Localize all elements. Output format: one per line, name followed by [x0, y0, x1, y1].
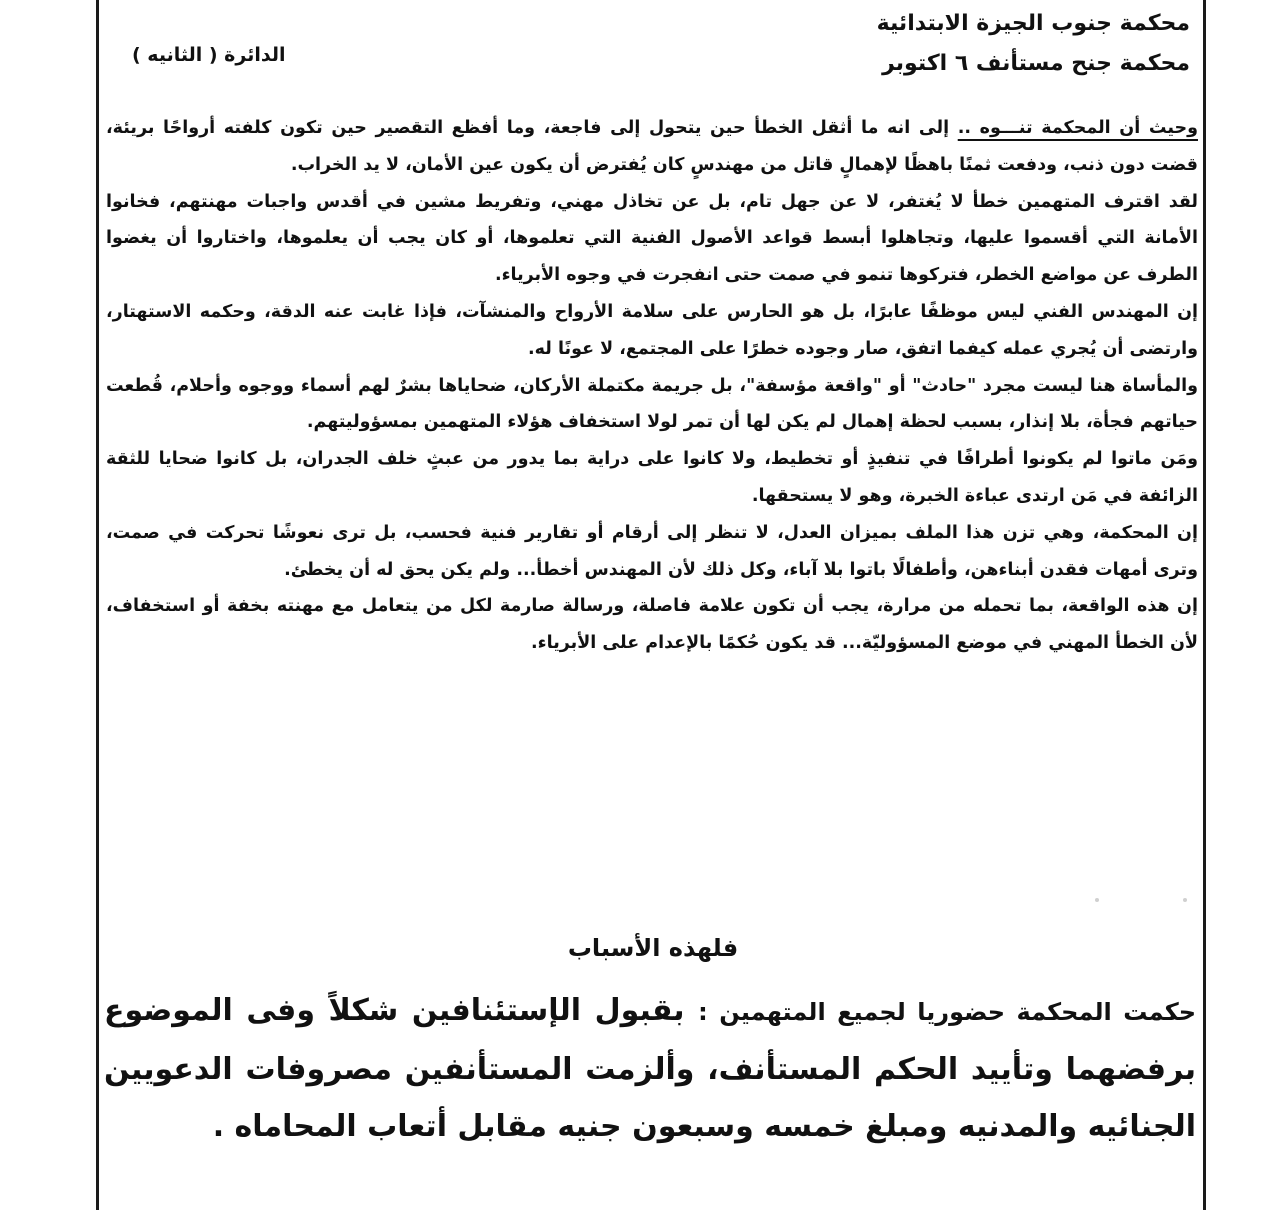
paragraph: إن هذه الواقعة، بما تحمله من مرارة، يجب أن تكون علامة فاصلة، ورسالة صارمة لكل من يتعامل مع مهنته بخفة أو استخفاف، لأن الخطأ المهني في موضع المسؤوليّة... قد يكون حُكمًا بالإعدام على الأبرياء.	[106, 596, 1198, 654]
court-secondary-name: محكمة جنح مستأنف ٦ اكتوبر	[882, 51, 1190, 76]
paragraph-lead-underlined: وحيث أن المحكمة تنـــوه ..	[957, 118, 1198, 138]
reasons-heading: فلهذه الأسباب	[567, 934, 739, 962]
paragraph: إن المهندس الفني ليس موظفًا عابرًا، بل هو الحارس على سلامة الأرواح والمنشآت، فإذا غابت عنه الدقة، وحكمه الاستهتار، وارتضى أن يُجري عمله كيفما اتفق، صار وجوده خطرًا على المجتمع، لا عونًا له.	[106, 301, 1198, 359]
verdict-block	[104, 982, 1196, 1155]
court-names	[670, 4, 1190, 84]
verdict-text: بقبول الإستئنافين شكلاً وفى الموضوع برفضهما وتأييد الحكم المستأنف، وألزمت المستأنفين مصروفات الدعويين الجنائيه والمدنيه ومبلغ خمسه وسبعون جنيه مقابل أتعاب المحاماه .	[104, 993, 1196, 1144]
judgment-body	[106, 110, 1198, 662]
scan-speck	[1183, 898, 1187, 902]
scan-speck	[1095, 898, 1099, 902]
paragraph: ومَن ماتوا لم يكونوا أطرافًا في تنفيذٍ أو تخطيط، ولا كانوا على دراية بما يدور من عبثٍ خلف الجدران، بل كانوا ضحايا للثقة الزائفة في مَن ارتدى عباءة الخبرة، وهو لا يستحقها.	[106, 449, 1198, 506]
paragraph-intro	[106, 110, 1198, 184]
paragraph: لقد اقترف المتهمين خطأ لا يُغتفر، لا عن جهل تام، بل عن تخاذل مهني، وتفريط مشين في أقدس واجبات مهنتهم، فخانوا الأمانة التي أقسموا عليها، وتجاهلوا أبسط قواعد الأصول الفنية التي تعلموها، أو كان يجب أن يعلموها، واختاروا أن يغضوا الطرف عن مواضع الخطر، فتركوها تنمو في صمت حتى انفجرت في وجوه الأبرياء.	[106, 191, 1198, 286]
document-header	[110, 0, 1190, 90]
paragraph: إن المحكمة، وهي تزن هذا الملف بميزان العدل، لا تنظر إلى أرقام أو تقارير فنية فحسب، بل ترى نعوشًا تحركت في صمت، وترى أمهات فقدن أبناءهن، وأطفالًا باتوا بلا آباء، وكل ذلك لأن المهندس أخطأ... ولم يكن يحق له أن يخطئ.	[106, 522, 1198, 580]
circuit-label: الدائرة ( الثانيه )	[132, 44, 286, 66]
paragraph-text: إلى انه ما أثقل الخطأ حين يتحول إلى فاجعة، وما أفظع التقصير حين تكون كلفته أرواحًا بريئة، قضت دون ذنب، ودفعت ثمنًا باهظًا لإهمالٍ قاتل من مهندسٍ كان يُفترض أن يكون عين الأمان، لا يد الخراب.	[106, 118, 1198, 175]
verdict-lead: حكمت المحكمة حضوريا لجميع المتهمين :	[698, 998, 1196, 1026]
court-primary-name: محكمة جنوب الجيزة الابتدائية	[876, 11, 1190, 36]
paragraph: والمأساة هنا ليست مجرد "حادث" أو "واقعة مؤسفة"، بل جريمة مكتملة الأركان، ضحاياها بشرٌ لهم أسماء ووجوه وأحلام، قُطعت حياتهم فجأة، بلا إنذار، بسبب لحظة إهمال لم يكن لها أن تمر لولا استخفاف هؤلاء المتهمين بمسؤوليتهم.	[106, 375, 1198, 433]
